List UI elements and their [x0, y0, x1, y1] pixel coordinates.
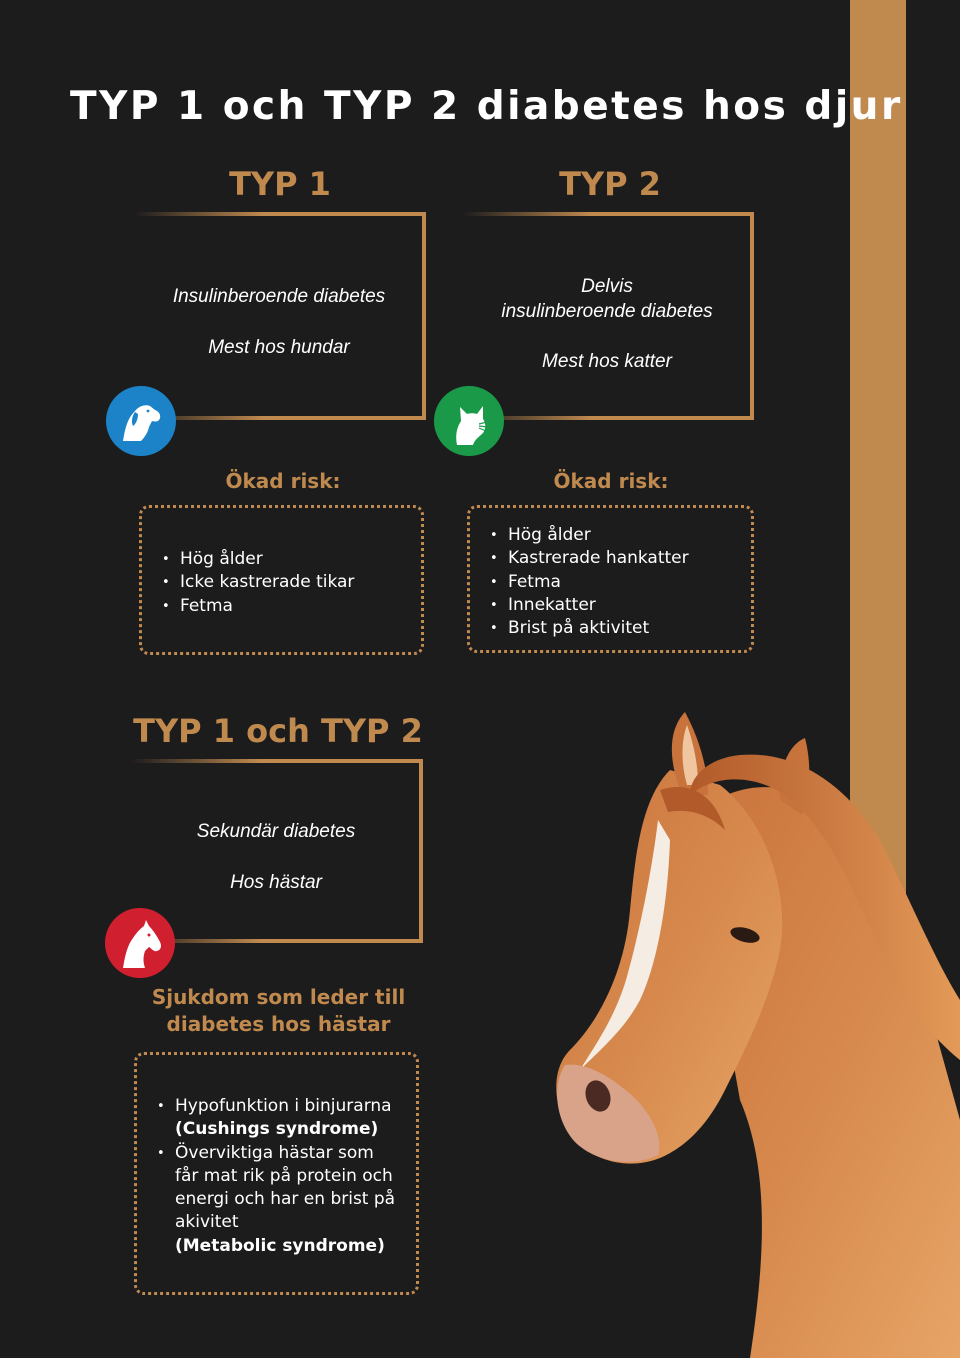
list-item: • Kastrerade hankatter — [488, 547, 689, 570]
both-cause-title: Sjukdom som leder till diabetes hos hästar — [151, 985, 406, 1036]
both-line-1: Sekundär diabetes — [196, 821, 356, 842]
dog-icon — [115, 395, 167, 447]
list-item: • Icke kastrerade tikar — [160, 571, 354, 594]
both-card — [133, 759, 423, 943]
list-item: • Hypofunktion i binjurarna (Cushings syndrome) — [155, 1095, 395, 1142]
list-item: • Fetma — [160, 595, 354, 618]
type2-heading: TYP 2 — [559, 165, 661, 203]
both-horse-badge — [105, 908, 175, 978]
type2-risk-title: Ökad risk: — [553, 469, 669, 493]
list-item: • Hög ålder — [488, 524, 689, 547]
list-item: • Överviktiga hästar som får mat rik på protein och energi och har en brist på akivitet (Metabolic syndrome) — [155, 1142, 395, 1258]
page-title: TYP 1 och TYP 2 diabetes hos djur — [70, 84, 903, 129]
horse-photo — [540, 700, 960, 1358]
type1-dog-badge — [106, 386, 176, 456]
type2-line-3: Mest hos katter — [542, 351, 672, 372]
list-item: • Brist på aktivitet — [488, 617, 689, 640]
type1-line-1: Insulinberoende diabetes — [172, 286, 386, 307]
both-heading: TYP 1 och TYP 2 — [133, 712, 423, 750]
type1-line-2: Mest hos hundar — [208, 337, 350, 358]
list-item: • Hög ålder — [160, 548, 354, 571]
type2-line-1: Delvis — [581, 276, 633, 297]
both-line-2: Hos hästar — [230, 872, 322, 893]
type1-risk-box — [139, 505, 424, 655]
type1-risk-title: Ökad risk: — [225, 469, 341, 493]
type2-cat-badge — [434, 386, 504, 456]
type2-card — [464, 212, 754, 420]
type2-risk-box — [467, 505, 754, 653]
list-item: • Innekatter — [488, 594, 689, 617]
type2-line-2: insulinberoende diabetes — [501, 301, 713, 322]
cat-icon — [443, 395, 495, 447]
list-item: • Fetma — [488, 571, 689, 594]
type1-heading: TYP 1 — [229, 165, 331, 203]
type1-card — [136, 212, 426, 420]
both-cause-box — [134, 1052, 419, 1295]
horse-head-icon — [113, 916, 167, 970]
